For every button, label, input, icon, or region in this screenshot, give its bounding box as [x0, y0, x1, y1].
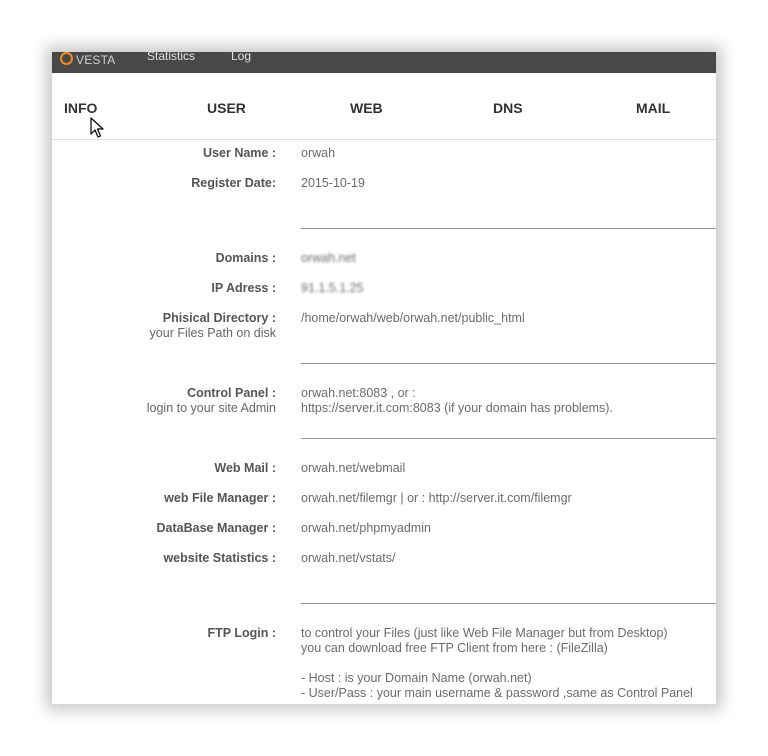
domains-value: orwah.net	[301, 251, 356, 265]
nav-link-statistics[interactable]: Statistics	[147, 52, 196, 63]
vesta-logo[interactable]	[60, 53, 115, 67]
physical-directory-value: /home/orwah/web/orwah.net/public_html	[301, 311, 525, 325]
database-manager-value[interactable]: orwah.net/phpmyadmin	[301, 521, 431, 535]
top-navbar	[52, 52, 716, 73]
tab-user[interactable]: USER	[207, 100, 246, 116]
ftp-login-label: FTP Login :	[207, 626, 276, 640]
mouse-pointer-icon	[90, 117, 104, 139]
control-panel-value[interactable]: orwah.net:8083 , or :	[301, 386, 416, 400]
register-date-value: 2015-10-19	[301, 176, 365, 190]
website-statistics-value[interactable]: orwah.net/vstats/	[301, 551, 396, 565]
tab-dns[interactable]: DNS	[493, 100, 523, 116]
web-mail-value[interactable]: orwah.net/webmail	[301, 461, 406, 475]
web-mail-label: Web Mail :	[214, 461, 276, 475]
ftp-line-2: you can download free FTP Client from here : (FileZilla)	[301, 641, 608, 655]
tab-info[interactable]: INFO	[64, 100, 98, 116]
divider	[301, 603, 716, 604]
browser-window	[52, 52, 716, 704]
ftp-line-1: to control your Files (just like Web File Manager but from Desktop)	[301, 626, 668, 640]
control-panel-alt-value[interactable]: https://server.it.com:8083 (if your domain has problems).	[301, 401, 613, 415]
divider	[301, 438, 716, 439]
nav-link-log[interactable]: Log	[231, 52, 252, 63]
register-date-label: Register Date:	[191, 176, 276, 190]
vesta-logo-text: VESTA	[76, 53, 116, 67]
tab-bar	[52, 73, 716, 140]
control-panel-hint: login to your site Admin	[146, 401, 276, 415]
physical-directory-hint: your Files Path on disk	[149, 326, 276, 340]
physical-directory-label: Phisical Directory :	[162, 311, 276, 325]
divider	[301, 228, 716, 229]
website-statistics-label: website Statistics :	[163, 551, 276, 565]
database-manager-label: DataBase Manager :	[156, 521, 276, 535]
file-manager-value[interactable]: orwah.net/filemgr | or : http://server.it.com/filemgr	[301, 491, 572, 505]
divider	[301, 363, 716, 364]
file-manager-label: web File Manager :	[164, 491, 276, 505]
ip-address-label: IP Adress :	[211, 281, 276, 295]
vesta-logo-icon	[60, 52, 73, 65]
ip-address-value: 91.1.5.1.25	[301, 281, 364, 295]
control-panel-label: Control Panel :	[187, 386, 276, 400]
user-name-label: User Name :	[203, 146, 276, 160]
ftp-line-3: - Host : is your Domain Name (orwah.net)	[301, 671, 532, 685]
tab-mail[interactable]: MAIL	[636, 100, 671, 116]
tab-web[interactable]: WEB	[350, 100, 383, 116]
user-name-value: orwah	[301, 146, 336, 160]
domains-label: Domains :	[215, 251, 276, 265]
ftp-line-4: - User/Pass : your main username & password ,same as Control Panel	[301, 686, 693, 700]
